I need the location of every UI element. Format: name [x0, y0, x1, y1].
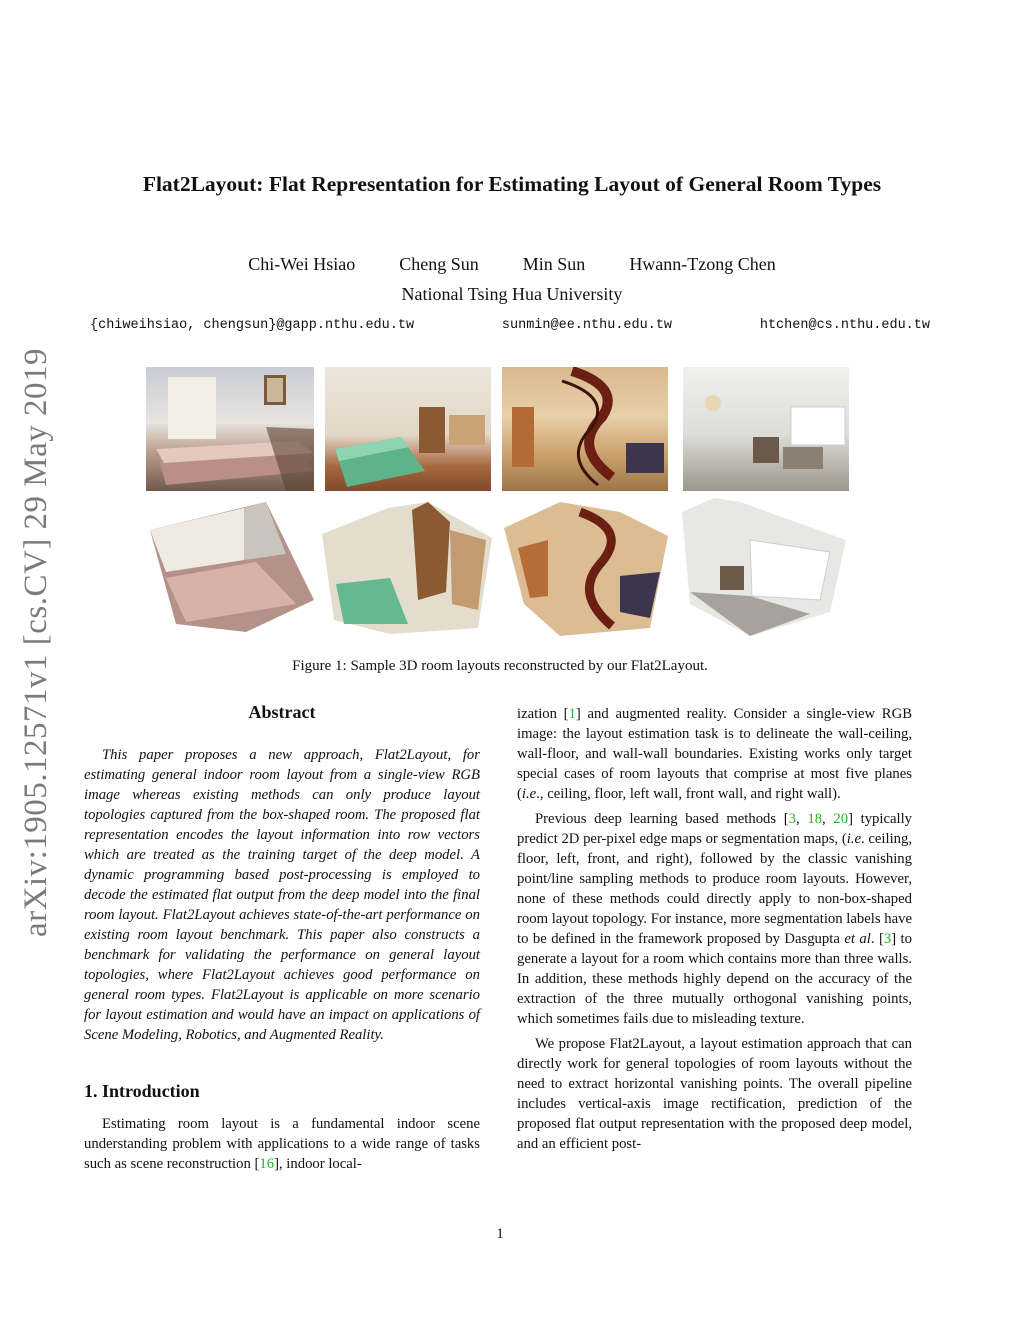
text-run: ] typically predict 2D per-pixel edge maps or segmentation maps, ( — [517, 811, 913, 847]
green-bed-illustration — [325, 367, 491, 491]
citation-link[interactable]: 3 — [883, 931, 892, 947]
text-run: ] and augmented reality. Consider a single-view RGB image: the layout estimation task is to delineate the wall-ceiling, wall-floor, and wall-wall boundaries. Existing works only target special cases of room layouts that comprise at most five planes ( — [517, 706, 912, 802]
layout-3d-living-room — [680, 496, 850, 638]
layout-3d-green-bed — [320, 500, 494, 638]
text-run: Estimating room layout is a fundamental indoor scene understanding problem with applications to a wide range of tasks such as scene reconstruction [ — [84, 1116, 480, 1172]
left-column — [84, 702, 480, 1179]
living-room-illustration — [683, 367, 849, 491]
introduction-heading: 1. Introduction — [84, 1081, 200, 1101]
text-run: . ceiling, floor, left, front, and right), followed by the classic vanishing point/line sampling methods to produce room layouts. However, none of these methods could directly apply to non-box-shaped room layout topology. For instance, more segmentation labels have to be defined in the framework proposed by Dasgupta — [517, 831, 913, 947]
room-photo-green-bed — [325, 367, 491, 491]
citation-link[interactable]: 1 — [568, 706, 576, 722]
text-run: ], indoor local- — [274, 1156, 362, 1172]
author-name: Hwann-Tzong Chen — [629, 254, 776, 274]
affiliation: National Tsing Hua University — [401, 284, 623, 304]
email: {chiweihsiao, chengsun}@gapp.nthu.edu.tw — [90, 318, 415, 333]
author-name: Min Sun — [522, 254, 586, 274]
text-run-italic: i.e — [521, 786, 537, 802]
email: htchen@cs.nthu.edu.tw — [759, 318, 930, 333]
text-run: Previous deep learning based methods [ — [535, 811, 789, 827]
room-photo-living-room — [683, 367, 849, 491]
intro-paragraph — [517, 704, 912, 804]
layout-3d-bedroom — [146, 500, 316, 638]
figure-caption: Figure 1: Sample 3D room layouts reconstructed by our Flat2Layout. — [292, 658, 708, 674]
citation-link[interactable]: 16 — [259, 1156, 275, 1172]
arxiv-stamp-text: arXiv:1905.12571v1 [cs.CV] 29 May 2019 — [18, 347, 55, 938]
author-list — [0, 254, 1024, 275]
text-run-italic: et al — [844, 931, 871, 947]
right-column — [517, 704, 912, 1159]
paper-title: Flat2Layout: Flat Representation for Estimating Layout of General Room Types — [142, 172, 882, 196]
text-run-italic: i.e — [846, 831, 862, 847]
email: sunmin@ee.nthu.edu.tw — [501, 318, 673, 333]
citation-link[interactable]: 18 — [807, 811, 823, 827]
intro-paragraph — [517, 809, 912, 1029]
abstract-heading: Abstract — [248, 702, 316, 722]
room-photo-spiral-stairs — [502, 367, 668, 491]
arxiv-stamp — [15, 340, 59, 945]
bedroom-illustration — [146, 367, 314, 491]
text-run: ., ceiling, floor, left wall, front wall, and right wall). — [536, 786, 841, 802]
page-number: 1 — [496, 1226, 504, 1242]
text-run: . [ — [870, 931, 884, 947]
citation-link[interactable]: 20 — [833, 811, 849, 827]
citation-link[interactable]: 3 — [788, 811, 797, 827]
author-name: Cheng Sun — [399, 254, 479, 274]
room-photo-bedroom — [146, 367, 314, 491]
intro-paragraph: We propose Flat2Layout, a layout estimation approach that can directly work for general topologies of room layouts without the need to extract horizontal vanishing points. The overall pipeline includes vertical-axis image rectification, prediction of the proposed flat output representation with the proposed deep model, and an efficient post- — [517, 1036, 912, 1152]
text-run: , — [822, 811, 834, 827]
spiral-stairs-illustration — [502, 367, 668, 491]
abstract-text: This paper proposes a new approach, Flat2Layout, for estimating general indoor room layout from a single-view RGB image whereas existing methods can only produce layout topologies captured from the box-shaped room. The proposed flat representation encodes the layout information into row vectors which are treated as the training target of the deep model. A dynamic programming based post-processing is employed to decode the estimated flat output from the deep model into the final room layout. Flat2Layout achieves state-of-the-art performance on existing room layout benchmark. This paper also constructs a benchmark for validating the performance on general layout topologies, where Flat2Layout achieves good performance on general room types. Flat2Layout is applicable on more scenario for layout estimation and would have an impact on applications of Scene Modeling, Robotics, and Augmented Reality. — [84, 747, 480, 1043]
layout-3d-spiral-stairs — [500, 500, 672, 638]
author-name: Chi-Wei Hsiao — [248, 254, 356, 274]
text-run: , — [796, 811, 808, 827]
email-list — [90, 318, 930, 333]
intro-paragraph — [84, 1114, 480, 1174]
text-run: ization [ — [517, 706, 569, 722]
text-run: ] to generate a layout for a room which contains more than three walls. In addition, these methods highly depend on the accuracy of the extraction of the three mutually orthogonal vanishing points, which sometimes fails due to misleading texture. — [517, 931, 912, 1027]
